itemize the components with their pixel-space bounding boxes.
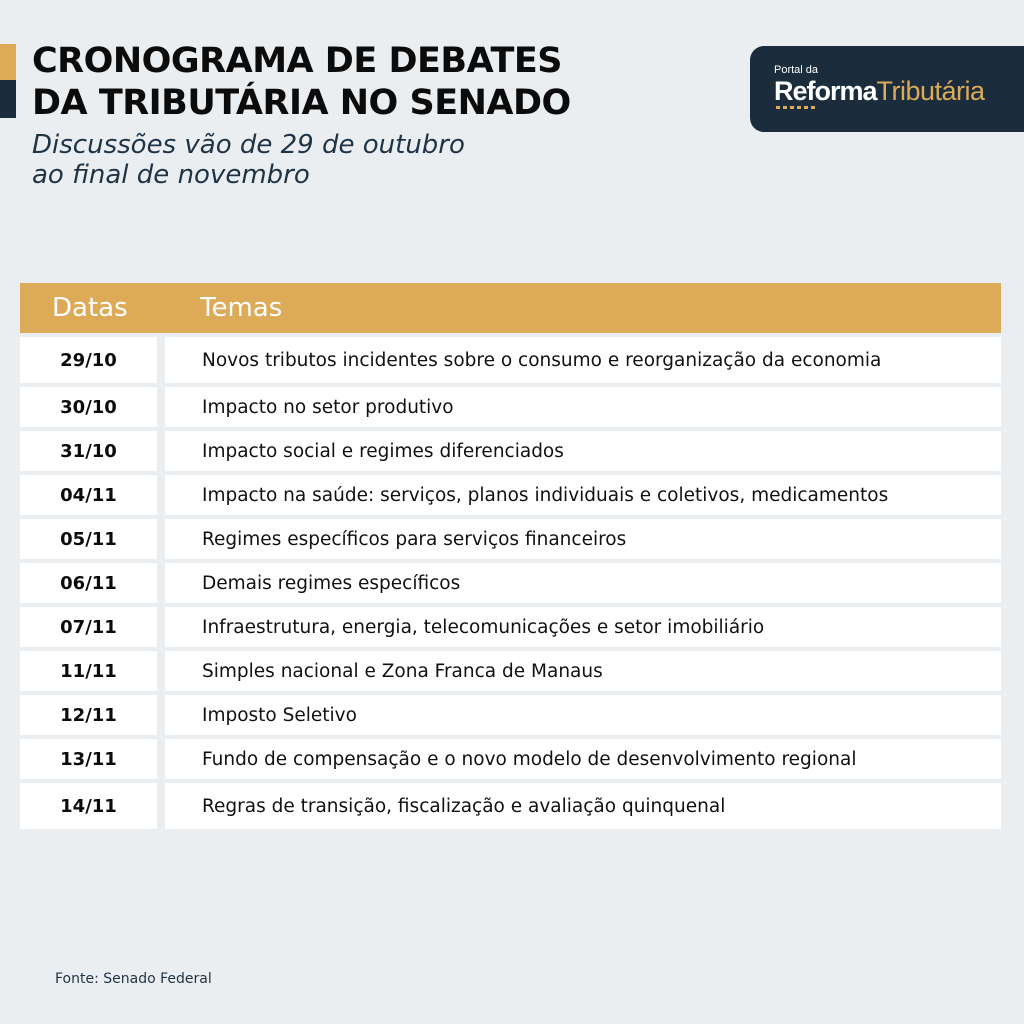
page-subtitle-line-1: Discussões vão de 29 de outubro [32,130,465,160]
accent-bar-gold [0,44,16,80]
table-row [20,431,1001,471]
row-topic: Imposto Seletivo [165,695,1001,735]
row-date: 06/11 [20,563,157,603]
row-date: 14/11 [20,783,157,829]
row-topic: Demais regimes específicos [165,563,1001,603]
row-topic: Infraestrutura, energia, telecomunicações e setor imobiliário [165,607,1001,647]
page-subtitle [32,130,465,190]
portal-logo [750,46,1024,132]
row-date: 30/10 [20,387,157,427]
row-topic: Simples nacional e Zona Franca de Manaus [165,651,1001,691]
logo-dots-decoration [776,106,815,109]
table-row [20,651,1001,691]
accent-bar-navy [0,80,16,118]
row-topic: Impacto no setor produtivo [165,387,1001,427]
row-date: 31/10 [20,431,157,471]
row-topic: Impacto na saúde: serviços, planos individuais e coletivos, medicamentos [165,475,1001,515]
logo-small-text: Portal da [774,64,819,76]
column-header-dates: Datas [52,293,128,323]
column-header-topics: Temas [200,293,283,323]
logo-light-text: Tributária [876,76,985,106]
table-row [20,387,1001,427]
table-row [20,563,1001,603]
row-date: 07/11 [20,607,157,647]
table-row [20,475,1001,515]
table-row [20,337,1001,383]
title-accent-bar [0,44,16,118]
row-date: 13/11 [20,739,157,779]
logo-wordmark [774,76,985,107]
table-row [20,519,1001,559]
page-title-line-2: DA TRIBUTÁRIA NO SENADO [32,83,571,123]
page-subtitle-line-2: ao final de novembro [32,160,310,190]
source-note: Fonte: Senado Federal [55,971,212,987]
row-topic: Novos tributos incidentes sobre o consumo e reorganização da economia [165,337,1001,383]
table-row [20,695,1001,735]
logo-bold-text: Reforma [774,76,877,106]
page-title-line-1: CRONOGRAMA DE DEBATES [32,41,562,81]
row-topic: Regras de transição, fiscalização e avaliação quinquenal [165,783,1001,829]
row-topic: Impacto social e regimes diferenciados [165,431,1001,471]
table-row [20,739,1001,779]
row-date: 12/11 [20,695,157,735]
page-title [32,40,571,124]
row-topic: Fundo de compensação e o novo modelo de desenvolvimento regional [165,739,1001,779]
row-date: 29/10 [20,337,157,383]
table-row [20,783,1001,829]
table-row [20,607,1001,647]
row-date: 04/11 [20,475,157,515]
row-date: 05/11 [20,519,157,559]
schedule-table [20,337,1001,833]
row-topic: Regimes específicos para serviços financeiros [165,519,1001,559]
row-date: 11/11 [20,651,157,691]
table-header [20,283,1001,333]
